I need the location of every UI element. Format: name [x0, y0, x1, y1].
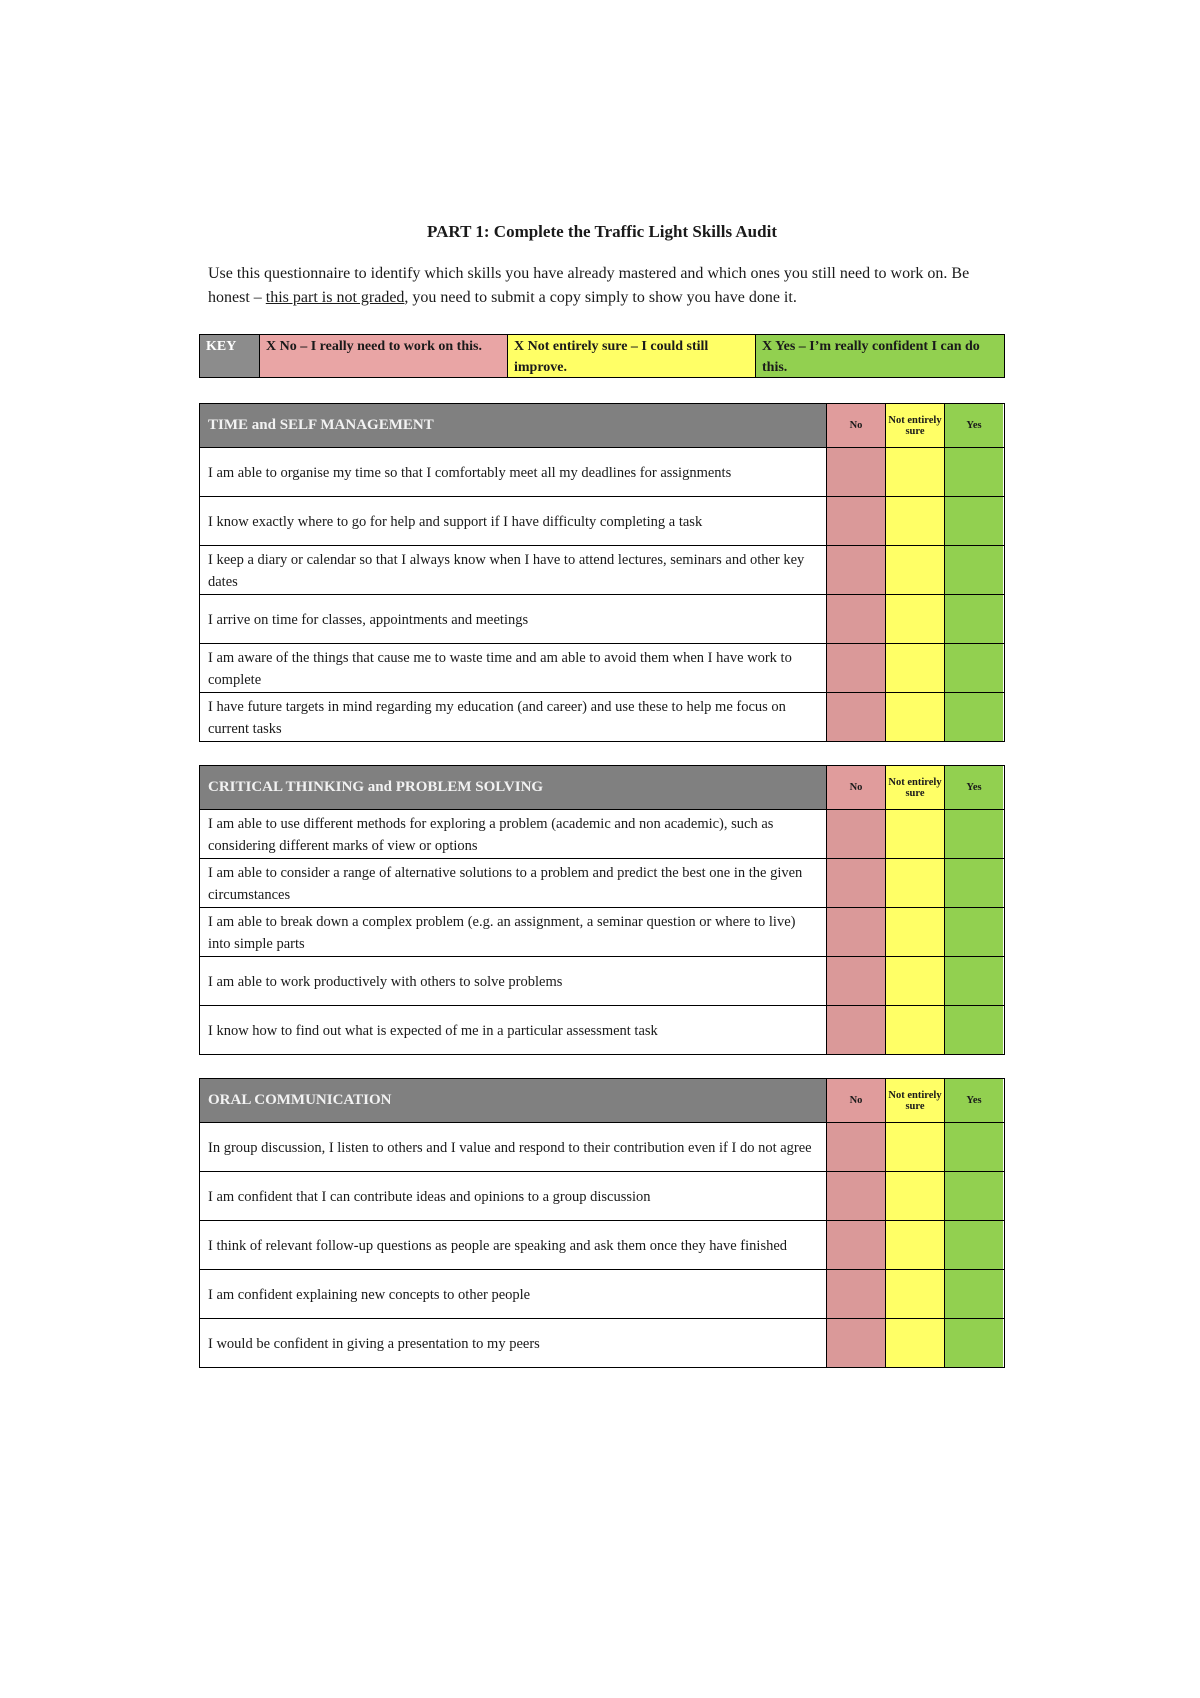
table-row: [200, 497, 1004, 546]
answer-yes-cell[interactable]: [945, 1221, 1003, 1269]
column-header-no: No: [827, 404, 886, 447]
answer-no-cell[interactable]: [827, 1319, 886, 1367]
column-header-no: No: [827, 766, 886, 809]
statement-label: I am able to use different methods for exploring a problem (academic and non academic), such as considering different marks of view or options: [208, 816, 774, 854]
statement-label: I am able to break down a complex problem (e.g. an assignment, a seminar question or where to live) into simple parts: [208, 914, 796, 952]
section-title: ORAL COMMUNICATION: [200, 1079, 827, 1122]
statement-label: I am aware of the things that cause me to waste time and am able to avoid them when I have work to complete: [208, 650, 792, 688]
statement-label: I am able to work productively with others to solve problems: [208, 974, 563, 990]
answer-not-sure-cell[interactable]: [886, 448, 945, 496]
intro-text-end: , you need to submit a copy simply to show you have done it.: [404, 289, 797, 306]
statement-label: I am confident that I can contribute ideas and opinions to a group discussion: [208, 1189, 651, 1205]
section-critical-thinking: [199, 765, 1005, 1055]
section-oral-communication: [199, 1078, 1005, 1368]
answer-not-sure-cell[interactable]: [886, 497, 945, 545]
statement-label: In group discussion, I listen to others and I value and respond to their contribution even if I do not agree: [208, 1140, 812, 1156]
answer-yes-cell[interactable]: [945, 1270, 1003, 1318]
answer-no-cell[interactable]: [827, 693, 886, 741]
key-not-sure: X Not entirely sure – I could still improve.: [508, 335, 756, 377]
table-row: [200, 957, 1004, 1006]
answer-yes-cell[interactable]: [945, 1123, 1003, 1171]
statement-text: [200, 693, 827, 741]
table-row: [200, 859, 1004, 908]
answer-no-cell[interactable]: [827, 448, 886, 496]
answer-no-cell[interactable]: [827, 497, 886, 545]
answer-not-sure-cell[interactable]: [886, 810, 945, 858]
key-table: [199, 334, 1005, 378]
answer-yes-cell[interactable]: [945, 859, 1003, 907]
table-row: [200, 448, 1004, 497]
answer-not-sure-cell[interactable]: [886, 1319, 945, 1367]
answer-yes-cell[interactable]: [945, 1006, 1003, 1054]
answer-no-cell[interactable]: [827, 908, 886, 956]
answer-no-cell[interactable]: [827, 1006, 886, 1054]
column-header-not-sure: Not entirely sure: [886, 1079, 945, 1122]
statement-label: I arrive on time for classes, appointments and meetings: [208, 612, 529, 628]
answer-not-sure-cell[interactable]: [886, 1006, 945, 1054]
column-header-yes: Yes: [945, 766, 1003, 809]
statement-text: [200, 957, 827, 1005]
answer-not-sure-cell[interactable]: [886, 693, 945, 741]
table-row: [200, 644, 1004, 693]
answer-not-sure-cell[interactable]: [886, 546, 945, 594]
statement-text: [200, 644, 827, 692]
statement-text: [200, 595, 827, 643]
statement-text: [200, 497, 827, 545]
statement-label: I am able to consider a range of alternative solutions to a problem and predict the best one in the given circumstances: [208, 865, 803, 903]
table-row: [200, 693, 1004, 741]
answer-not-sure-cell[interactable]: [886, 1221, 945, 1269]
answer-no-cell[interactable]: [827, 1172, 886, 1220]
table-row: [200, 908, 1004, 957]
column-header-not-sure: Not entirely sure: [886, 766, 945, 809]
answer-yes-cell[interactable]: [945, 1172, 1003, 1220]
intro-text-underlined: this part is not graded: [265, 289, 405, 306]
statement-label: I have future targets in mind regarding my education (and career) and use these to help me focus on current tasks: [208, 699, 786, 737]
answer-yes-cell[interactable]: [945, 448, 1003, 496]
statement-text: [200, 1172, 827, 1220]
statement-label: I think of relevant follow-up questions as people are speaking and ask them once they have finished: [208, 1238, 788, 1254]
statement-label: I know how to find out what is expected of me in a particular assessment task: [208, 1023, 658, 1039]
answer-yes-cell[interactable]: [945, 957, 1003, 1005]
key-no: X No – I really need to work on this.: [260, 335, 508, 377]
answer-not-sure-cell[interactable]: [886, 644, 945, 692]
column-header-no: No: [827, 1079, 886, 1122]
answer-not-sure-cell[interactable]: [886, 1123, 945, 1171]
statement-text: [200, 1221, 827, 1269]
answer-no-cell[interactable]: [827, 859, 886, 907]
key-label: KEY: [200, 335, 260, 377]
table-row: [200, 1270, 1004, 1319]
section-header: [200, 1079, 1004, 1123]
statement-text: [200, 1123, 827, 1171]
answer-not-sure-cell[interactable]: [886, 908, 945, 956]
column-header-yes: Yes: [945, 404, 1003, 447]
answer-yes-cell[interactable]: [945, 595, 1003, 643]
statement-text: [200, 546, 827, 594]
table-row: [200, 1319, 1004, 1367]
answer-yes-cell[interactable]: [945, 546, 1003, 594]
table-row: [200, 810, 1004, 859]
key-yes: X Yes – I’m really confident I can do this.: [756, 335, 1004, 377]
answer-no-cell[interactable]: [827, 644, 886, 692]
column-header-not-sure: Not entirely sure: [886, 404, 945, 447]
section-title: TIME and SELF MANAGEMENT: [200, 404, 827, 447]
answer-yes-cell[interactable]: [945, 644, 1003, 692]
statement-label: I know exactly where to go for help and support if I have difficulty completing a task: [208, 514, 703, 530]
answer-yes-cell[interactable]: [945, 1319, 1003, 1367]
statement-text: [200, 1319, 827, 1367]
answer-no-cell[interactable]: [827, 595, 886, 643]
answer-yes-cell[interactable]: [945, 810, 1003, 858]
answer-not-sure-cell[interactable]: [886, 1172, 945, 1220]
statement-label: I would be confident in giving a presentation to my peers: [208, 1336, 540, 1352]
intro-text-start: Use this questionnaire to identify which skills you have already mastered and which ones you still need to work on. Be honest –: [208, 265, 970, 306]
section-title: CRITICAL THINKING and PROBLEM SOLVING: [200, 766, 827, 809]
answer-not-sure-cell[interactable]: [886, 1270, 945, 1318]
table-row: [200, 1006, 1004, 1054]
table-row: [200, 1123, 1004, 1172]
table-row: [200, 1172, 1004, 1221]
section-time-management: [199, 403, 1005, 742]
answer-no-cell[interactable]: [827, 1123, 886, 1171]
table-row: [200, 546, 1004, 595]
statement-text: [200, 908, 827, 956]
statement-text: [200, 448, 827, 496]
section-header: [200, 766, 1004, 810]
answer-no-cell[interactable]: [827, 1221, 886, 1269]
statement-text: [200, 1270, 827, 1318]
answer-yes-cell[interactable]: [945, 908, 1003, 956]
column-header-yes: Yes: [945, 1079, 1003, 1122]
answer-yes-cell[interactable]: [945, 497, 1003, 545]
statement-text: [200, 810, 827, 858]
statement-label: I am able to organise my time so that I comfortably meet all my deadlines for assignments: [208, 465, 732, 481]
answer-no-cell[interactable]: [827, 1270, 886, 1318]
answer-no-cell[interactable]: [827, 810, 886, 858]
statement-label: I keep a diary or calendar so that I always know when I have to attend lectures, seminars and other key dates: [208, 552, 805, 590]
answer-no-cell[interactable]: [827, 546, 886, 594]
statement-text: [200, 1006, 827, 1054]
answer-no-cell[interactable]: [827, 957, 886, 1005]
table-row: [200, 595, 1004, 644]
intro-paragraph: [208, 262, 998, 310]
table-row: [200, 1221, 1004, 1270]
statement-text: [200, 859, 827, 907]
page-title: PART 1: Complete the Traffic Light Skills Audit: [427, 222, 777, 241]
answer-not-sure-cell[interactable]: [886, 859, 945, 907]
answer-yes-cell[interactable]: [945, 693, 1003, 741]
answer-not-sure-cell[interactable]: [886, 595, 945, 643]
answer-not-sure-cell[interactable]: [886, 957, 945, 1005]
statement-label: I am confident explaining new concepts to other people: [208, 1287, 531, 1303]
section-header: [200, 404, 1004, 448]
